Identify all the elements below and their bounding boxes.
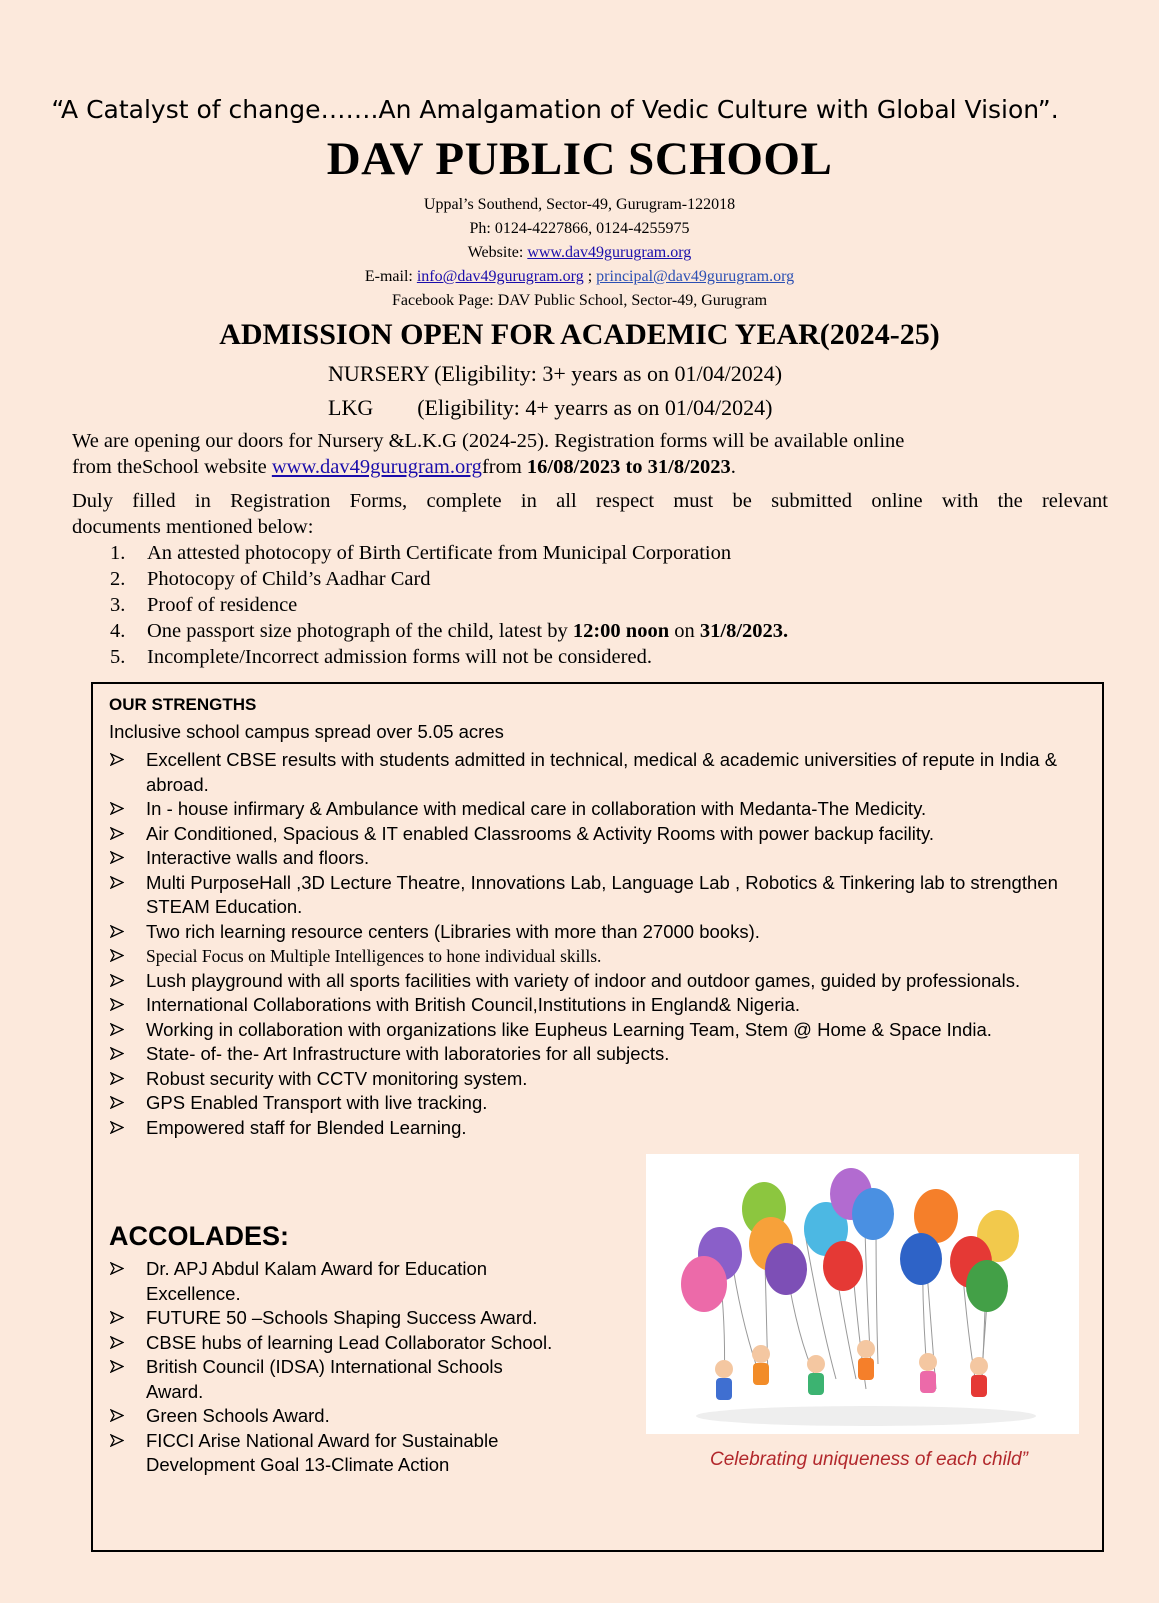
arrow-bullet-icon <box>110 944 126 962</box>
item-text: Photocopy of Child’s Aadhar Card <box>147 568 431 590</box>
strengths-list <box>110 748 1095 1140</box>
arrow-bullet-icon <box>110 1331 126 1349</box>
image-caption: Celebrating uniqueness of each child” <box>710 1449 1028 1470</box>
item-text: on <box>669 620 700 642</box>
list-item <box>110 1257 555 1306</box>
item-text: Special Focus on Multiple Intelligences to hone individual skills. <box>146 946 602 966</box>
item-text: Excellent CBSE results with students admitted in technical, medical & academic universities of repute in India & abroad. <box>146 749 1058 795</box>
item-text: Interactive walls and floors. <box>146 847 370 868</box>
list-item <box>110 797 1095 822</box>
arrow-bullet-icon <box>110 822 126 840</box>
list-item <box>72 644 1108 670</box>
item-text: GPS Enabled Transport with live tracking. <box>146 1092 488 1113</box>
email-label: E-mail: <box>364 268 417 285</box>
item-text: Robust security with CCTV monitoring system. <box>146 1067 528 1089</box>
school-email-line <box>0 268 1159 286</box>
item-text: Dr. APJ Abdul Kalam Award for Education Excellence. <box>146 1258 488 1304</box>
item-text: CBSE hubs of learning Lead Collaborator School. <box>146 1331 553 1353</box>
intro-website-link[interactable]: www.dav49gurugram.org <box>271 456 482 478</box>
item-text: Green Schools Award. <box>146 1405 330 1426</box>
list-item <box>72 566 1108 592</box>
arrow-bullet-icon <box>110 920 126 938</box>
list-item <box>110 1116 1095 1141</box>
item-text: Working in collaboration with organizations like Eupheus Learning Team, Stem @ Home & Space India. <box>146 1018 992 1040</box>
list-item <box>110 920 1095 945</box>
documents-list <box>72 540 1108 670</box>
item-text: One passport size photograph of the child, latest by <box>147 620 573 642</box>
list-item <box>110 871 1095 920</box>
item-text: Proof of residence <box>147 594 298 616</box>
accolades-heading: ACCOLADES: <box>109 1221 289 1251</box>
arrow-bullet-icon <box>110 993 126 1011</box>
list-item <box>110 1067 1095 1092</box>
list-item <box>110 1331 555 1356</box>
list-item <box>110 748 1095 797</box>
list-item <box>110 1091 1095 1116</box>
lkg-label: LKG <box>328 395 374 420</box>
list-item <box>110 1355 555 1404</box>
arrow-bullet-icon <box>110 1355 126 1373</box>
arrow-bullet-icon <box>110 871 126 889</box>
item-number: 5. <box>110 646 126 668</box>
list-item <box>110 993 1095 1018</box>
arrow-bullet-icon <box>110 1116 126 1134</box>
balloons-kids-image <box>646 1154 1079 1434</box>
item-text: Empowered staff for Blended Learning. <box>146 1116 467 1138</box>
list-item <box>110 1018 1095 1043</box>
intro-from: from <box>481 456 527 478</box>
intro-end: . <box>730 456 736 478</box>
arrow-bullet-icon <box>110 1404 126 1422</box>
list-item <box>110 1042 1095 1067</box>
balloons-illustration <box>646 1154 1079 1434</box>
list-item <box>110 1429 555 1478</box>
duly-line-2: documents mentioned below: <box>72 516 314 538</box>
duly-paragraph <box>72 488 1108 540</box>
arrow-bullet-icon <box>110 1018 126 1036</box>
item-text: British Council (IDSA) International Schools Award. <box>146 1356 503 1402</box>
email-principal-link[interactable]: principal@dav49gurugram.org <box>596 268 795 285</box>
item-text: An attested photocopy of Birth Certificate from Municipal Corporation <box>147 542 732 564</box>
accolades-list <box>110 1257 555 1478</box>
list-item <box>72 618 1108 644</box>
item-text: In - house infirmary & Ambulance with medical care in collaboration with Medanta-The Medicity. <box>146 798 927 819</box>
item-number: 2. <box>110 568 126 590</box>
duly-line-1: Duly filled in Registration Forms, complete in all respect must be submitted online with the relevant <box>72 490 1108 512</box>
website-link[interactable]: www.dav49gurugram.org <box>527 244 692 261</box>
list-item <box>110 822 1095 847</box>
item-text: Multi PurposeHall ,3D Lecture Theatre, Innovations Lab, Language Lab , Robotics & Tinkering lab to strengthen STEAM Education. <box>146 871 1058 917</box>
arrow-bullet-icon <box>110 1306 126 1324</box>
arrow-bullet-icon <box>110 1067 126 1085</box>
deadline-time: 12:00 noon <box>572 620 670 642</box>
strengths-heading: OUR STRENGTHS <box>109 695 257 714</box>
list-item <box>110 1404 555 1429</box>
school-website-line <box>0 244 1159 262</box>
arrow-bullet-icon <box>110 1091 126 1109</box>
arrow-bullet-icon <box>110 1429 126 1447</box>
intro-paragraph <box>72 428 1108 480</box>
list-item <box>110 846 1095 871</box>
strengths-subheading: Inclusive school campus spread over 5.05 acres <box>109 721 504 742</box>
website-label: Website: <box>467 244 528 261</box>
item-number: 1. <box>110 542 126 564</box>
list-item <box>72 592 1108 618</box>
nursery-eligibility: NURSERY (Eligibility: 3+ years as on 01/04/2024) <box>328 361 783 386</box>
school-phone: Ph: 0124-4227866, 0124-4255975 <box>469 220 690 237</box>
item-text: FUTURE 50 –Schools Shaping Success Award. <box>146 1307 538 1328</box>
email-separator: ; <box>583 268 597 285</box>
list-item <box>110 1306 555 1331</box>
intro-text: from theSchool website <box>72 456 272 478</box>
item-text: Air Conditioned, Spacious & IT enabled Classrooms & Activity Rooms with power backup facility. <box>146 822 934 844</box>
deadline-date: 31/8/2023. <box>699 620 789 642</box>
list-item <box>110 944 1095 969</box>
arrow-bullet-icon <box>110 797 126 815</box>
school-name: DAV PUBLIC SCHOOL <box>326 133 833 185</box>
tagline: “A Catalyst of change…….An Amalgamation of Vedic Culture with Global Vision”. <box>51 95 1059 124</box>
item-text: State- of- the- Art Infrastructure with laboratories for all subjects. <box>146 1043 670 1064</box>
intro-line-1: We are opening our doors for Nursery &L.K.G (2024-25). Registration forms will be available online <box>72 430 905 452</box>
list-item <box>110 969 1095 994</box>
arrow-bullet-icon <box>110 846 126 864</box>
arrow-bullet-icon <box>110 1042 126 1060</box>
item-number: 3. <box>110 594 126 616</box>
item-text: International Collaborations with British Council,Institutions in England& Nigeria. <box>146 994 801 1015</box>
arrow-bullet-icon <box>110 1257 126 1275</box>
email-info-link[interactable]: info@dav49gurugram.org <box>416 268 584 285</box>
list-item <box>72 540 1108 566</box>
item-text: FICCI Arise National Award for Sustainable Development Goal 13-Climate Action <box>146 1429 499 1475</box>
admission-title: ADMISSION OPEN FOR ACADEMIC YEAR(2024-25) <box>219 318 940 351</box>
registration-dates: 16/08/2023 to 31/8/2023 <box>526 456 731 478</box>
lkg-eligibility <box>328 395 772 421</box>
facebook-page: Facebook Page: DAV Public School, Sector-49, Gurugram <box>391 292 768 309</box>
item-text: Incomplete/Incorrect admission forms will not be considered. <box>147 646 652 668</box>
arrow-bullet-icon <box>110 748 126 766</box>
school-address: Uppal’s Southend, Sector-49, Gurugram-122018 <box>423 196 736 213</box>
lkg-detail: (Eligibility: 4+ yearrs as on 01/04/2024) <box>417 395 773 420</box>
arrow-bullet-icon <box>110 969 126 987</box>
intro-line-2 <box>72 454 1108 480</box>
item-text: Two rich learning resource centers (Libraries with more than 27000 books). <box>146 920 760 942</box>
item-text: Lush playground with all sports facilities with variety of indoor and outdoor games, guided by professionals. <box>146 969 1021 991</box>
item-number: 4. <box>110 620 126 642</box>
